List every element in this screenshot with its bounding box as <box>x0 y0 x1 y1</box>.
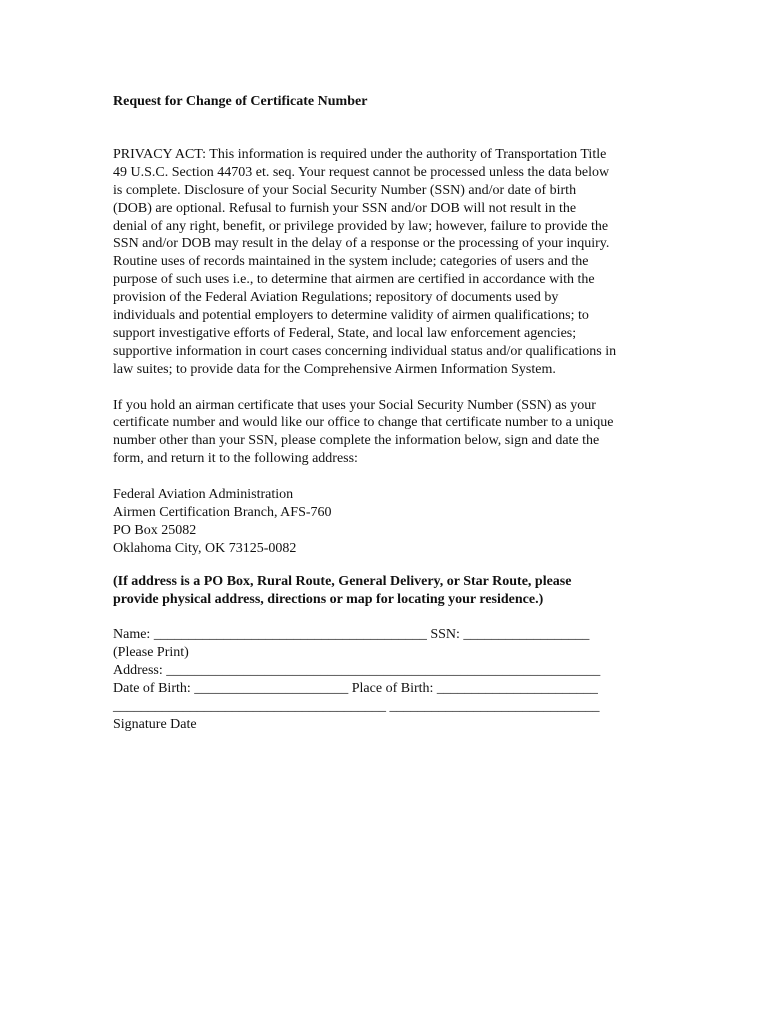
signature-date-field-line[interactable]: _______________________________________ ______________________________ <box>113 699 600 715</box>
please-print-note: (Please Print) <box>113 645 189 661</box>
instructions-paragraph: If you hold an airman certificate that uses your Social Security Number (SSN) as your certificate number and would like our office to change that certificate number to a unique number other than your SSN, please complete the information below, sign and date the form, and return it to the following address: <box>113 397 614 467</box>
address-line-4: Oklahoma City, OK 73125-0082 <box>113 540 297 556</box>
document-page <box>113 93 673 734</box>
signature-date-label: Signature Date <box>113 716 197 732</box>
document-title: Request for Change of Certificate Number <box>113 94 368 109</box>
address-field-line[interactable]: Address: ______________________________________________________________ <box>113 663 601 679</box>
address-line-3: PO Box 25082 <box>113 522 197 538</box>
address-line-2: Airmen Certification Branch, AFS-760 <box>113 505 332 520</box>
name-ssn-field-line[interactable]: Name: _______________________________________ SSN: __________________ <box>113 627 590 643</box>
dob-birthplace-field-line[interactable]: Date of Birth: ______________________ Place of Birth: _______________________ <box>113 681 598 697</box>
privacy-act-paragraph: PRIVACY ACT: This information is required under the authority of Transportation Title 49 U.S.C. Section 44703 et. seq. Your request cannot be processed unless the data below is complete. Disclosure of your Social Security Number (SSN) and/or date of birth (DOB) are optional. Refusal to furnish your SSN and/or DOB will not result in the denial of any right, benefit, or privilege provided by law; however, failure to provide the SSN and/or DOB may result in the delay of a response or the processing of your inquiry. Routine uses of records maintained in the system include; categories of users and the purpose of such uses i.e., to determine that airmen are certified in accordance with the provision of the Federal Aviation Regulations; repository of documents used by individuals and potential employers to determine validity of airmen qualifications; to support investigative efforts of Federal, State, and local law enforcement agencies; supportive information in court cases concerning individual status and/or qualifications in law suites; to provide data for the Comprehensive Airmen Information System. <box>113 146 617 377</box>
po-box-note: (If address is a PO Box, Rural Route, General Delivery, or Star Route, please provide physical address, directions or map for locating your residence.) <box>113 573 572 607</box>
mailing-address <box>113 486 673 558</box>
address-line-1: Federal Aviation Administration <box>113 487 294 503</box>
request-form <box>113 626 673 733</box>
